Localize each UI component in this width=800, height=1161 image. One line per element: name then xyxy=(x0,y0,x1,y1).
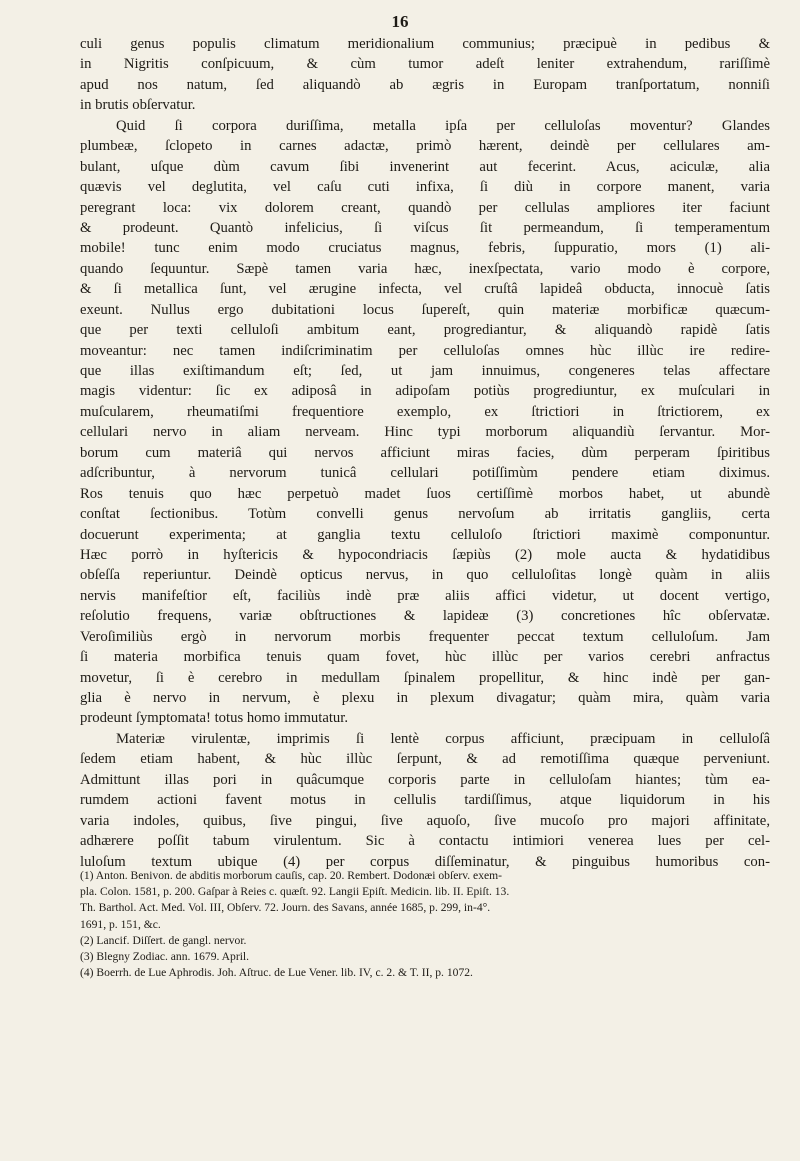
text-line: quando ſequuntur. Sæpè tamen varia hæc, inexſpectata, vario modo è corpore, xyxy=(80,260,770,277)
text-line: Veroſimiliùs ergò in nervorum morbis frequenter peccat textum cellulоſum. Jam xyxy=(80,628,770,645)
text-line: adſcribuntur, à nervorum tunicâ cellulari potiſſimùm pendere etiam diximus. xyxy=(80,465,770,482)
footnote-line: (4) Boerrh. de Lue Aphrodis. Joh. Aſtruc. de Lue Vener. lib. IV, c. 2. & T. II, p. 1072. xyxy=(80,966,473,980)
text-line: glia è nervo in nervum, è plexu in plexum divagatur; quàm mira, quàm varia xyxy=(80,690,770,706)
text-line: peregrant loca: vix dolorem creant, quandò per cellulas ampliores iter faciunt xyxy=(80,199,770,216)
text-line: culi genus populis climatum meridionalium communius; præcipuè in pedibus & xyxy=(80,36,770,52)
footnote-line: 1691, p. 151, &c. xyxy=(80,917,161,931)
text-line: conſtat ſectionibus. Totùm convelli genus nervoſum ab irritatis gangliis, certa xyxy=(80,506,770,523)
text-line: Ros tenuis quo hæc perpetuò madet ſuos certiſſimè morbos habet, ut abundè xyxy=(80,485,770,502)
text-line: quævis vel deglutita, vel caſu cuti infixa, ſi diù in corpore manent, varia xyxy=(80,179,770,196)
paragraph-virulent xyxy=(80,729,770,872)
text-line: Materiæ virulentæ, imprimis ſi lentè corpus afficiunt, præcipuam in celluloſâ xyxy=(116,730,770,747)
footnote-line: (2) Lancif. Diſſert. de gangl. nervor. xyxy=(80,933,247,947)
text-line: obſeſſa reperiuntur. Deindè opticus nervus, in quo cellulоſitas longè quàm in aliis xyxy=(80,567,770,584)
text-line: bulant, uſque dùm cavum ſibi invenerint aut fecerint. Acus, aciculæ, alia xyxy=(80,158,770,175)
text-line: & ſi metallica ſunt, vel ærugine infecta, vel cruſtâ lapideâ obducta, innocuè ſatis xyxy=(80,281,770,298)
text-line: movetur, ſi è cerebro in medullam ſpinalem propellitur, & hinc indè per gan- xyxy=(80,669,770,686)
text-line: cellulari nervo in aliam nerveam. Hinc typi morborum aliquandiù ſervantur. Mor- xyxy=(80,424,770,441)
text-line: que per texti celluloſi ambitum eant, progrediantur, & aliquandò rapidè ſatis xyxy=(80,322,770,339)
paragraph-metals xyxy=(80,116,770,729)
text-line: moveantur: nec tamen indiſcriminatim per celluloſas omnes hùc illùc ire redire- xyxy=(80,342,770,359)
text-line: reſolutio frequens, variæ obſtructiones & lapideæ (3) concretiones hîc obſervatæ. xyxy=(80,608,770,625)
text-line: apud nos natum, ſed aliquandò ab ægris in Europam tranſportatum, nonniſi xyxy=(80,76,770,93)
text-line: exeunt. Nullus ergo dubitationi locus ſupereſt, quin materiæ morbificæ quæcum- xyxy=(80,301,770,318)
text-line: Quid ſi corpora duriſſima, metalla ipſa per cellulоſas moventur? Glandes xyxy=(116,117,770,134)
text-line: ſi materia morbifica tenuis quam fovet, hùc illùc per varios cerebri anfractus xyxy=(80,649,770,666)
text-line: mobile! tunc enim modo cruciatus magnus, febris, ſuppuratio, mors (1) ali- xyxy=(80,240,770,257)
footnote-line: (1) Anton. Benivon. de abditis morborum cauſis, cap. 20. Rembert. Dodonæi obſerv. exem- xyxy=(80,869,503,882)
text-line: borum cum materiâ qui nervos afficiunt miras facies, dùm perperam ſpiritibus xyxy=(80,444,770,461)
text-line: adhærere poſſit tabum virulentum. Sic à contactu intimiori venerea lues per cel- xyxy=(80,833,770,850)
footnote-4 xyxy=(80,965,770,981)
footnote-1 xyxy=(80,868,770,933)
text-line: varia indoles, quibus, ſive pingui, ſive aquoſo, ſive mucoſo pro majori affinitate, xyxy=(80,812,770,829)
text-line: in Nigritis conſpicuum, & cùm tumor adeſt leniter extrahendum, rariſſimè xyxy=(80,56,770,73)
text-line: magis videntur: ſic ex adiposâ in adipoſam potiùs progrediuntur, ex muſculari in xyxy=(80,383,770,400)
text-line: prodeunt ſymptomata! totus homo immutatur. xyxy=(80,710,349,727)
text-line: rumdem actioni favent motus in cellulis tardiſſimus, atque liquidorum in his xyxy=(80,792,770,809)
text-line: nervis manifeſtior eſt, faciliùs indè præ aliis affici videtur, ut docent vertigo, xyxy=(80,587,770,604)
text-line: ſedem etiam habent, & hùc illùc ſerpunt, & ad remotiſſima quæque perveniunt. xyxy=(80,751,770,768)
page-number: 16 xyxy=(391,12,409,31)
text-line: & prodeunt. Quantò infelicius, ſi viſcus ſit permeandum, ſi temperamentum xyxy=(80,219,770,236)
main-text xyxy=(80,34,770,872)
text-line: Admittunt illas pori in quâcumque corporis parte in celluloſam hiantes; tùm ea- xyxy=(80,771,770,788)
text-line: docuerunt experimenta; at ganglia textu celluloſo ſtrictiori maximè componuntur. xyxy=(80,526,770,543)
footnote-3 xyxy=(80,949,770,965)
footnote-2 xyxy=(80,933,770,949)
text-line: in brutis obſervatur. xyxy=(80,97,196,114)
footnotes xyxy=(80,868,770,981)
text-line: plumbeæ, ſclopeto in carnes adactæ, primò hærent, deindè per cellulares am- xyxy=(80,138,770,155)
paragraph-continuation xyxy=(80,34,770,116)
text-line: luloſum textum ubique (4) per corpus diſſeminatur, & pinguibus humoribus con- xyxy=(80,853,770,870)
text-line: Hæc porrò in hyſtericis & hypocondriacis ſæpiùs (2) mole aucta & hydatidibus xyxy=(80,546,770,563)
footnote-line: Th. Barthol. Act. Med. Vol. III, Obſerv. 72. Journ. des Savans, année 1685, p. 299, in-4°. xyxy=(80,901,491,915)
footnote-line: pla. Colon. 1581, p. 200. Gaſpar à Reies c. quæſt. 92. Langii Epiſt. Medicin. lib. II. Epiſt. 13. xyxy=(80,885,510,899)
text-line: muſcularem, rheumatiſmi frequentiore exemplo, ex ſtrictiori in ſtrictiorem, ex xyxy=(80,403,770,420)
text-line: que illas exiſtimandum eſt; ſed, ut jam innuimus, congeneres telas affectare xyxy=(80,363,770,379)
footnote-line: (3) Blegny Zodiac. ann. 1679. April. xyxy=(80,950,250,964)
